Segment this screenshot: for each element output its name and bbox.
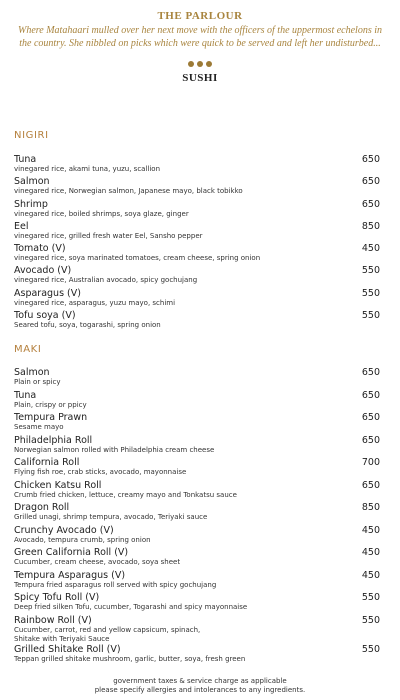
item-name: Green California Roll (V) — [14, 547, 129, 558]
footer-tax-note: government taxes & service charge as applicable — [113, 677, 287, 685]
item-name: Eel — [14, 220, 29, 232]
item-description-line-2: Shitake with Teriyaki Sauce — [14, 634, 110, 643]
item-name: Tomato (V) — [14, 243, 66, 255]
item-name: Tempura Prawn — [14, 412, 88, 423]
menu-item — [14, 592, 380, 615]
item-price: 450 — [361, 569, 380, 581]
item-description: Sesame mayo — [14, 423, 64, 431]
menu-item — [14, 525, 380, 548]
item-name: Avocado (V) — [14, 265, 72, 277]
item-description: Teppan grilled shitake mushroom, garlic, butter, soya, fresh green — [14, 654, 246, 663]
item-description: vinegared rice, akami tuna, yuzu, scallion — [14, 165, 161, 173]
menu-item — [14, 199, 380, 221]
item-description: Deep fried silken Tofu, cucumber, Togarashi and spicy mayonnaise — [14, 603, 248, 611]
item-description: Grilled unagi, shrimp tempura, avocado, Teriyaki sauce — [14, 513, 208, 521]
item-price: 450 — [361, 524, 380, 536]
item-name: Spicy Tofu Roll (V) — [14, 592, 100, 603]
item-price: 650 — [361, 367, 380, 378]
item-price: 550 — [361, 643, 380, 655]
venue-title: THE PARLOUR — [157, 10, 243, 22]
item-description: Flying fish roe, crab sticks, avocado, mayonnaise — [14, 468, 187, 476]
menu-item — [14, 176, 380, 198]
item-name: California Roll — [14, 457, 80, 468]
dot-icon — [188, 61, 194, 67]
item-name: Tuna — [14, 154, 37, 165]
item-name: Shrimp — [14, 198, 48, 210]
menu-item — [14, 221, 380, 243]
item-name: Tofu soya (V) — [14, 310, 76, 322]
item-description: Norwegian salmon rolled with Philadelphia cream cheese — [14, 445, 215, 454]
dot-icon — [206, 61, 212, 67]
menu-item — [14, 435, 380, 458]
menu-item — [14, 310, 380, 332]
menu-header — [0, 0, 400, 84]
item-price: 550 — [361, 287, 380, 299]
menu-item — [14, 502, 380, 525]
item-description: vinegared rice, boiled shrimps, soya glaze, ginger — [14, 209, 189, 218]
menu-item — [14, 412, 380, 435]
item-name: Tuna — [14, 389, 37, 401]
menu-item — [14, 288, 380, 310]
item-description: Cucumber, cream cheese, avocado, soya sheet — [14, 558, 181, 566]
item-description: Crumb fried chicken, lettuce, creamy mayo and Tonkatsu sauce — [14, 490, 237, 499]
item-price: 450 — [361, 243, 380, 255]
item-price: 850 — [361, 220, 380, 232]
item-price: 550 — [361, 265, 380, 277]
nigiri-list — [14, 154, 380, 332]
menu-item — [14, 644, 380, 667]
menu-item — [14, 570, 380, 593]
item-name: Dragon Roll — [14, 502, 70, 513]
item-price: 650 — [361, 434, 380, 446]
dot-icon — [197, 61, 203, 67]
category-nigiri: NIGIRI — [14, 130, 49, 141]
item-description: Seared tofu, soya, togarashi, spring onion — [14, 321, 161, 330]
footer-allergy-note: please specify allergies and intolerances to any ingredients. — [94, 686, 306, 694]
item-name: Chicken Katsu Roll — [14, 479, 102, 491]
item-description: vinegared rice, Australian avocado, spicy gochujang — [14, 276, 198, 285]
item-description: Tempura fried asparagus roll served with spicy gochujang — [14, 580, 217, 589]
item-price: 550 — [361, 592, 380, 603]
item-name: Rainbow Roll (V) — [14, 614, 92, 626]
item-description: Cucumber, carrot, red and yellow capsicum, spinach, — [14, 625, 201, 634]
item-price: 650 — [361, 176, 380, 188]
menu-item — [14, 615, 380, 644]
section-title: SUSHI — [182, 72, 218, 84]
item-name: Crunchy Avocado (V) — [14, 524, 114, 536]
item-name: Asparagus (V) — [14, 287, 81, 299]
menu-item — [14, 480, 380, 503]
maki-list — [14, 367, 380, 666]
item-price: 850 — [361, 502, 380, 513]
menu-item — [14, 390, 380, 413]
menu-item — [14, 265, 380, 287]
item-name: Grilled Shitake Roll (V) — [14, 643, 121, 655]
item-name: Salmon — [14, 367, 50, 378]
item-description: Plain, crispy or ppicy — [14, 400, 87, 409]
item-price: 650 — [361, 389, 380, 401]
item-description: Plain or spicy — [14, 378, 61, 386]
decorative-dots — [0, 61, 400, 69]
item-name: Philadelphia Roll — [14, 434, 93, 446]
item-price: 650 — [361, 479, 380, 491]
item-description: vinegared rice, Norwegian salmon, Japanese mayo, black tobikko — [14, 187, 243, 196]
item-price: 550 — [361, 614, 380, 626]
item-name: Salmon — [14, 176, 50, 188]
item-price: 650 — [361, 412, 380, 423]
item-price: 700 — [361, 457, 380, 468]
item-description: vinegared rice, soya marinated tomatoes, cream cheese, spring onion — [14, 254, 261, 263]
menu-footer — [0, 677, 400, 695]
menu-item — [14, 243, 380, 265]
item-description: Avocado, tempura crumb, spring onion — [14, 535, 151, 544]
item-description: vinegared rice, grilled fresh water Eel, Sansho pepper — [14, 231, 203, 240]
menu-item — [14, 367, 380, 390]
venue-tagline: Where Matahaari mulled over her next move with the officers of the uppermost echelons in the country. She nibbled on picks which were quick to be served and left her undisturbed... — [18, 25, 382, 49]
item-price: 650 — [361, 198, 380, 210]
item-name: Tempura Asparagus (V) — [14, 569, 126, 581]
menu-item — [14, 547, 380, 570]
item-price: 650 — [361, 154, 380, 165]
item-price: 550 — [361, 310, 380, 322]
menu-item — [14, 154, 380, 176]
item-price: 450 — [361, 547, 380, 558]
item-description: vinegared rice, asparagus, yuzu mayo, schimi — [14, 298, 176, 307]
menu-item — [14, 457, 380, 480]
category-maki: MAKI — [14, 344, 42, 355]
